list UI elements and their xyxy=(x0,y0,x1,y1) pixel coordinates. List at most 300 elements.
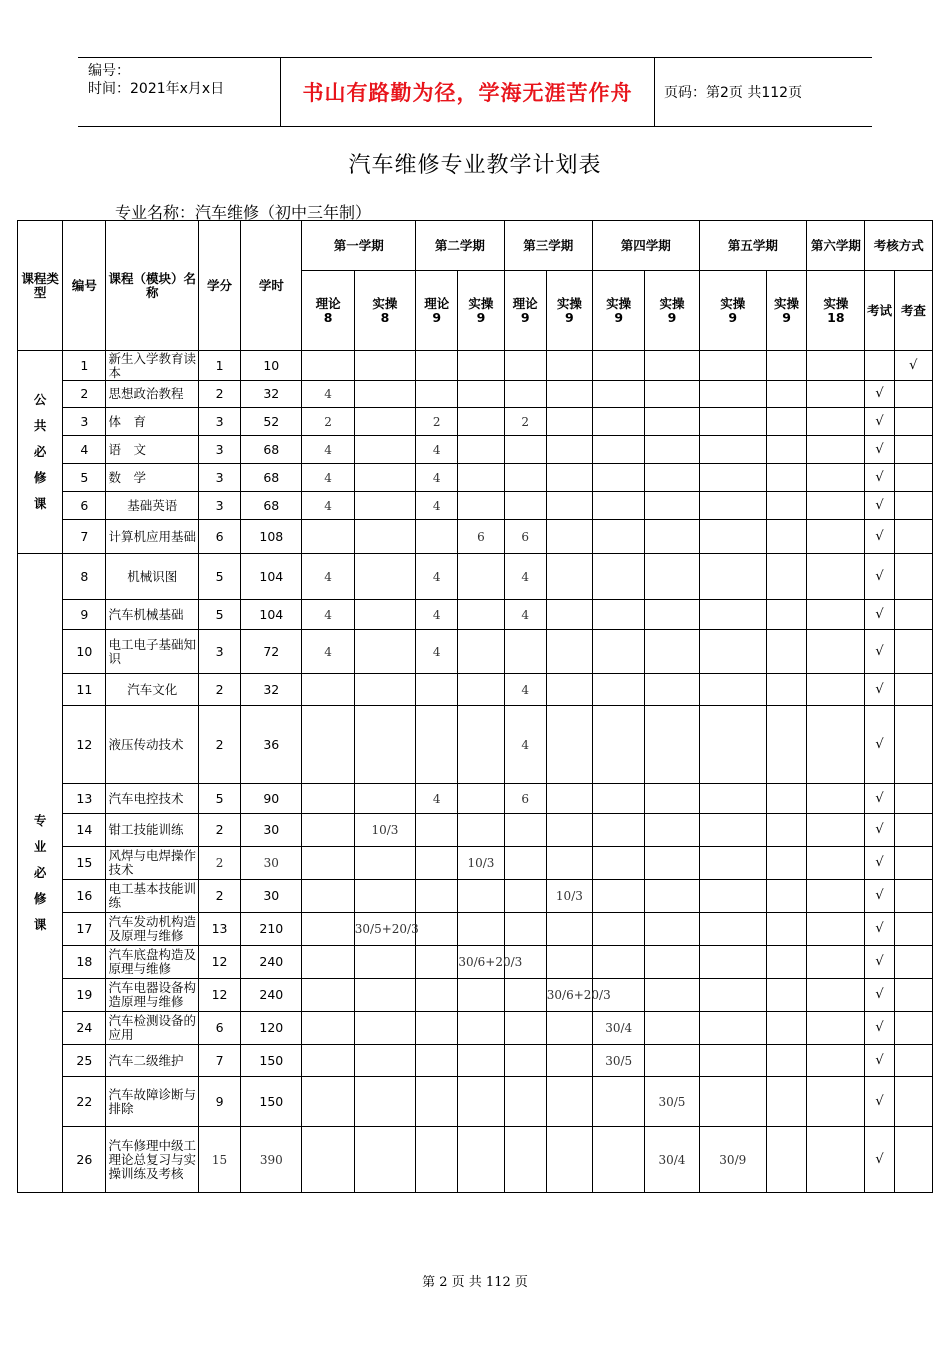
check-mark xyxy=(894,880,932,913)
semester-hours-cell xyxy=(416,880,458,913)
semester-hours-cell: 30/5 xyxy=(645,1077,699,1127)
semester-hours-cell xyxy=(302,351,354,381)
header-s3-practice xyxy=(546,271,592,351)
semester-hours-cell xyxy=(807,600,865,630)
semester-hours-cell xyxy=(766,1077,806,1127)
semester-hours-cell xyxy=(458,408,504,436)
course-credit: 6 xyxy=(198,520,240,554)
semester-hours-cell xyxy=(645,381,699,408)
weeks-label: 9 xyxy=(565,309,574,325)
check-mark xyxy=(894,946,932,979)
table-row xyxy=(18,630,933,674)
course-hours: 390 xyxy=(241,1127,302,1193)
semester-hours-cell xyxy=(504,1045,546,1077)
semester-hours-cell xyxy=(699,674,766,706)
check-mark xyxy=(894,979,932,1012)
semester-hours-cell xyxy=(807,554,865,600)
header-sem3: 第三学期 xyxy=(504,221,592,271)
time-label: 时间：2021年x月x日 xyxy=(88,81,225,97)
semester-hours-cell xyxy=(766,554,806,600)
semester-hours-cell xyxy=(504,351,546,381)
semester-hours-cell: 10/3 xyxy=(546,880,592,913)
semester-hours-cell xyxy=(354,1045,415,1077)
course-credit: 5 xyxy=(198,784,240,814)
header-slogan: 书山有路勤为径，学海无涯苦作舟 xyxy=(302,81,633,105)
semester-hours-cell xyxy=(504,630,546,674)
exam-mark: √ xyxy=(865,1127,894,1193)
semester-hours-cell xyxy=(546,706,592,784)
course-hours: 120 xyxy=(241,1012,302,1045)
semester-hours-cell: 4 xyxy=(416,554,458,600)
header-number-label: 编号 xyxy=(71,277,97,293)
semester-hours-cell: 4 xyxy=(504,674,546,706)
semester-hours-cell xyxy=(699,946,766,979)
course-hours: 90 xyxy=(241,784,302,814)
semester-hours-cell xyxy=(593,351,645,381)
semester-hours-cell xyxy=(593,492,645,520)
semester-hours-cell xyxy=(645,408,699,436)
semester-hours-cell xyxy=(593,706,645,784)
weeks-label: 9 xyxy=(432,309,442,325)
semester-hours-cell xyxy=(766,1012,806,1045)
table-row xyxy=(18,554,933,600)
semester-hours-cell xyxy=(546,1127,592,1193)
exam-mark: √ xyxy=(865,630,894,674)
page-title: 汽车维修专业教学计划表 xyxy=(348,153,602,178)
semester-hours-cell: 30/9 xyxy=(699,1127,766,1193)
header-s5-practice-a xyxy=(699,271,766,351)
semester-hours-cell xyxy=(354,464,415,492)
table-row xyxy=(18,381,933,408)
semester-hours-cell xyxy=(302,814,354,847)
semester-hours-cell xyxy=(645,946,699,979)
table-row xyxy=(18,946,933,979)
semester-hours-cell: 30/6+20/3 xyxy=(458,946,504,979)
semester-hours-cell xyxy=(458,436,504,464)
semester-hours-cell: 2 xyxy=(504,408,546,436)
semester-hours-cell xyxy=(645,1045,699,1077)
header-divider xyxy=(654,58,655,126)
semester-hours-cell xyxy=(354,554,415,600)
semester-hours-cell xyxy=(354,492,415,520)
semester-hours-cell xyxy=(766,880,806,913)
course-credit: 3 xyxy=(198,464,240,492)
semester-hours-cell: 30/5+20/3 xyxy=(354,913,415,946)
semester-hours-cell xyxy=(807,630,865,674)
course-number: 11 xyxy=(63,674,106,706)
semester-hours-cell xyxy=(593,913,645,946)
semester-hours-cell: 30/6+20/3 xyxy=(546,979,592,1012)
course-name: 汽车文化 xyxy=(106,674,198,706)
semester-hours-cell xyxy=(546,946,592,979)
semester-hours-cell xyxy=(354,706,415,784)
semester-hours-cell xyxy=(593,520,645,554)
weeks-label: 18 xyxy=(827,309,845,325)
semester-hours-cell: 4 xyxy=(504,600,546,630)
check-mark xyxy=(894,814,932,847)
check-mark xyxy=(894,1045,932,1077)
semester-hours-cell xyxy=(458,554,504,600)
semester-hours-cell xyxy=(458,464,504,492)
semester-hours-cell xyxy=(546,1012,592,1045)
practice-label: 实操 xyxy=(606,295,632,311)
header-s5-practice-b xyxy=(766,271,806,351)
course-number: 16 xyxy=(63,880,106,913)
semester-hours-cell xyxy=(593,464,645,492)
semester-hours-cell xyxy=(699,520,766,554)
check-mark xyxy=(894,408,932,436)
semester-hours-cell xyxy=(504,436,546,464)
course-name: 钳工技能训练 xyxy=(106,814,198,847)
semester-hours-cell xyxy=(645,630,699,674)
table-row xyxy=(18,1127,933,1193)
semester-hours-cell: 4 xyxy=(416,784,458,814)
table-row xyxy=(18,979,933,1012)
semester-hours-cell xyxy=(807,436,865,464)
semester-hours-cell: 4 xyxy=(302,492,354,520)
semester-hours-cell xyxy=(645,847,699,880)
semester-hours-cell xyxy=(458,600,504,630)
semester-hours-cell xyxy=(593,814,645,847)
semester-hours-cell xyxy=(699,784,766,814)
semester-hours-cell xyxy=(807,464,865,492)
header-category-label: 课程类型 xyxy=(21,270,59,300)
document-header xyxy=(78,57,872,127)
exam-mark xyxy=(865,351,894,381)
header-hours xyxy=(241,221,302,351)
course-name: 语 文 xyxy=(106,436,198,464)
course-credit: 13 xyxy=(198,913,240,946)
weeks-label: 9 xyxy=(614,309,624,325)
course-name: 汽车修理中级工理论总复习与实操训练及考核 xyxy=(106,1127,198,1193)
semester-hours-cell xyxy=(302,880,354,913)
course-credit: 3 xyxy=(198,630,240,674)
course-number: 14 xyxy=(63,814,106,847)
semester-hours-cell xyxy=(699,436,766,464)
semester-hours-cell: 30/4 xyxy=(593,1012,645,1045)
practice-label: 实操 xyxy=(372,295,398,311)
exam-mark: √ xyxy=(865,464,894,492)
semester-hours-cell xyxy=(546,351,592,381)
semester-hours-cell xyxy=(416,1127,458,1193)
header-s3-theory xyxy=(504,271,546,351)
course-name: 基础英语 xyxy=(106,492,198,520)
semester-hours-cell xyxy=(807,1127,865,1193)
semester-hours-cell: 30/4 xyxy=(645,1127,699,1193)
semester-hours-cell xyxy=(504,1077,546,1127)
course-credit: 6 xyxy=(198,1012,240,1045)
semester-hours-cell xyxy=(546,492,592,520)
number-label: 编号： xyxy=(88,63,130,79)
semester-hours-cell: 4 xyxy=(416,630,458,674)
semester-hours-cell xyxy=(807,1012,865,1045)
semester-hours-cell xyxy=(807,674,865,706)
course-credit: 3 xyxy=(198,436,240,464)
course-credit: 2 xyxy=(198,381,240,408)
practice-label: 实操 xyxy=(720,295,746,311)
semester-hours-cell xyxy=(766,436,806,464)
semester-hours-cell xyxy=(645,814,699,847)
course-name: 汽车机械基础 xyxy=(106,600,198,630)
semester-hours-cell xyxy=(504,492,546,520)
semester-hours-cell: 4 xyxy=(302,381,354,408)
semester-hours-cell: 4 xyxy=(416,600,458,630)
semester-hours-cell xyxy=(354,381,415,408)
semester-hours-cell xyxy=(504,847,546,880)
course-name: 电工基本技能训练 xyxy=(106,880,198,913)
semester-hours-cell xyxy=(458,1012,504,1045)
table-row xyxy=(18,706,933,784)
semester-hours-cell xyxy=(458,674,504,706)
semester-hours-cell xyxy=(354,979,415,1012)
semester-hours-cell xyxy=(807,784,865,814)
course-hours: 104 xyxy=(241,600,302,630)
course-number: 3 xyxy=(63,408,106,436)
exam-mark: √ xyxy=(865,784,894,814)
course-credit: 2 xyxy=(198,674,240,706)
course-number: 19 xyxy=(63,979,106,1012)
check-mark xyxy=(894,436,932,464)
check-mark xyxy=(894,520,932,554)
exam-mark: √ xyxy=(865,554,894,600)
semester-hours-cell xyxy=(645,464,699,492)
course-hours: 10 xyxy=(241,351,302,381)
semester-hours-cell xyxy=(766,1127,806,1193)
course-number: 26 xyxy=(63,1127,106,1193)
semester-hours-cell xyxy=(766,630,806,674)
semester-hours-cell xyxy=(416,1045,458,1077)
header-number xyxy=(63,221,106,351)
semester-hours-cell xyxy=(504,979,546,1012)
semester-hours-cell xyxy=(302,1127,354,1193)
header-sem1: 第一学期 xyxy=(302,221,416,271)
semester-hours-cell: 6 xyxy=(504,520,546,554)
semester-hours-cell xyxy=(699,630,766,674)
semester-hours-cell xyxy=(546,600,592,630)
course-credit: 1 xyxy=(198,351,240,381)
header-hours-label: 学时 xyxy=(258,277,284,293)
header-s2-practice xyxy=(458,271,504,351)
check-mark xyxy=(894,784,932,814)
practice-label: 实操 xyxy=(774,295,800,311)
course-name: 汽车发动机构造及原理与维修 xyxy=(106,913,198,946)
semester-hours-cell: 6 xyxy=(458,520,504,554)
semester-hours-cell xyxy=(416,381,458,408)
semester-hours-cell xyxy=(354,436,415,464)
semester-hours-cell xyxy=(546,814,592,847)
table-row xyxy=(18,880,933,913)
semester-hours-cell xyxy=(593,946,645,979)
semester-hours-cell xyxy=(302,1012,354,1045)
course-name: 体 育 xyxy=(106,408,198,436)
semester-hours-cell xyxy=(807,946,865,979)
semester-hours-cell xyxy=(645,351,699,381)
theory-label: 理论 xyxy=(315,295,341,311)
table-row xyxy=(18,913,933,946)
table-row xyxy=(18,464,933,492)
header-sem5: 第五学期 xyxy=(699,221,807,271)
table-row xyxy=(18,674,933,706)
exam-mark: √ xyxy=(865,979,894,1012)
semester-hours-cell xyxy=(302,847,354,880)
exam-mark: √ xyxy=(865,880,894,913)
semester-hours-cell xyxy=(593,554,645,600)
semester-hours-cell xyxy=(699,814,766,847)
practice-label: 实操 xyxy=(556,295,582,311)
exam-mark: √ xyxy=(865,492,894,520)
semester-hours-cell xyxy=(354,784,415,814)
semester-hours-cell xyxy=(546,1077,592,1127)
semester-hours-cell xyxy=(416,946,458,979)
semester-hours-cell xyxy=(416,1012,458,1045)
semester-hours-cell xyxy=(593,600,645,630)
exam-mark: √ xyxy=(865,913,894,946)
semester-hours-cell xyxy=(699,1012,766,1045)
course-name: 液压传动技术 xyxy=(106,706,198,784)
semester-hours-cell xyxy=(593,1127,645,1193)
semester-hours-cell xyxy=(354,600,415,630)
table-row xyxy=(18,436,933,464)
semester-hours-cell xyxy=(458,784,504,814)
semester-hours-cell xyxy=(645,706,699,784)
course-hours: 210 xyxy=(241,913,302,946)
course-credit: 2 xyxy=(198,814,240,847)
exam-mark: √ xyxy=(865,1012,894,1045)
semester-hours-cell xyxy=(546,408,592,436)
semester-hours-cell xyxy=(699,847,766,880)
table-header-row xyxy=(18,221,933,271)
exam-mark: √ xyxy=(865,814,894,847)
check-mark xyxy=(894,492,932,520)
exam-mark: √ xyxy=(865,436,894,464)
course-name: 思想政治教程 xyxy=(106,381,198,408)
header-exam-method: 考核方式 xyxy=(865,221,933,271)
table-row xyxy=(18,814,933,847)
header-exam: 考试 xyxy=(865,271,894,351)
course-hours: 150 xyxy=(241,1045,302,1077)
header-s1-practice xyxy=(354,271,415,351)
check-mark xyxy=(894,600,932,630)
semester-hours-cell xyxy=(302,979,354,1012)
semester-hours-cell xyxy=(416,674,458,706)
semester-hours-cell xyxy=(458,381,504,408)
semester-hours-cell: 2 xyxy=(416,408,458,436)
semester-hours-cell xyxy=(645,436,699,464)
table-row xyxy=(18,1045,933,1077)
semester-hours-cell xyxy=(458,630,504,674)
course-number: 10 xyxy=(63,630,106,674)
course-number: 22 xyxy=(63,1077,106,1127)
check-mark: √ xyxy=(894,351,932,381)
semester-hours-cell xyxy=(302,706,354,784)
semester-hours-cell xyxy=(302,784,354,814)
course-name: 风焊与电焊操作技术 xyxy=(106,847,198,880)
semester-hours-cell xyxy=(593,880,645,913)
check-mark xyxy=(894,706,932,784)
semester-hours-cell xyxy=(645,979,699,1012)
semester-hours-cell xyxy=(458,1077,504,1127)
course-number: 15 xyxy=(63,847,106,880)
semester-hours-cell xyxy=(546,847,592,880)
semester-hours-cell: 10/3 xyxy=(354,814,415,847)
header-sem2: 第二学期 xyxy=(416,221,504,271)
semester-hours-cell xyxy=(645,784,699,814)
semester-hours-cell xyxy=(593,381,645,408)
practice-label: 实操 xyxy=(468,295,494,311)
page-footer: 第 2 页 共 112 页 xyxy=(422,1275,528,1290)
check-mark xyxy=(894,913,932,946)
semester-hours-cell xyxy=(699,351,766,381)
semester-hours-cell: 4 xyxy=(302,600,354,630)
course-credit: 2 xyxy=(198,880,240,913)
course-credit: 9 xyxy=(198,1077,240,1127)
semester-hours-cell xyxy=(699,979,766,1012)
semester-hours-cell xyxy=(699,880,766,913)
course-hours: 72 xyxy=(241,630,302,674)
semester-hours-cell: 30/5 xyxy=(593,1045,645,1077)
table-row xyxy=(18,600,933,630)
practice-label: 实操 xyxy=(823,295,849,311)
semester-hours-cell xyxy=(354,880,415,913)
semester-hours-cell xyxy=(458,1127,504,1193)
semester-hours-cell xyxy=(546,913,592,946)
check-mark xyxy=(894,381,932,408)
table-row xyxy=(18,1012,933,1045)
semester-hours-cell xyxy=(504,913,546,946)
weeks-label: 9 xyxy=(728,309,738,325)
course-name: 汽车检测设备的应用 xyxy=(106,1012,198,1045)
semester-hours-cell xyxy=(416,913,458,946)
weeks-label: 8 xyxy=(380,309,390,325)
table-row xyxy=(18,520,933,554)
course-hours: 240 xyxy=(241,979,302,1012)
course-number: 5 xyxy=(63,464,106,492)
semester-hours-cell xyxy=(645,600,699,630)
exam-mark: √ xyxy=(865,1077,894,1127)
table-row xyxy=(18,1077,933,1127)
weeks-label: 9 xyxy=(667,309,677,325)
semester-hours-cell xyxy=(302,674,354,706)
exam-mark: √ xyxy=(865,674,894,706)
semester-hours-cell: 4 xyxy=(416,492,458,520)
semester-hours-cell xyxy=(766,408,806,436)
check-mark xyxy=(894,1127,932,1193)
semester-hours-cell xyxy=(645,674,699,706)
exam-mark: √ xyxy=(865,600,894,630)
semester-hours-cell xyxy=(766,814,806,847)
header-sem6: 第六学期 xyxy=(807,221,865,271)
weeks-label: 9 xyxy=(476,309,486,325)
semester-hours-cell xyxy=(766,464,806,492)
semester-hours-cell xyxy=(766,979,806,1012)
semester-hours-cell xyxy=(354,351,415,381)
semester-hours-cell xyxy=(766,520,806,554)
semester-hours-cell xyxy=(766,674,806,706)
course-hours: 52 xyxy=(241,408,302,436)
semester-hours-cell xyxy=(593,847,645,880)
semester-hours-cell xyxy=(354,674,415,706)
semester-hours-cell: 4 xyxy=(504,706,546,784)
semester-hours-cell xyxy=(458,880,504,913)
course-credit: 15 xyxy=(198,1127,240,1193)
semester-hours-cell xyxy=(645,554,699,600)
category-public: 公共必修课 xyxy=(18,351,63,554)
semester-hours-cell xyxy=(504,880,546,913)
semester-hours-cell xyxy=(354,847,415,880)
course-hours: 240 xyxy=(241,946,302,979)
semester-hours-cell xyxy=(504,1012,546,1045)
semester-hours-cell xyxy=(699,1077,766,1127)
